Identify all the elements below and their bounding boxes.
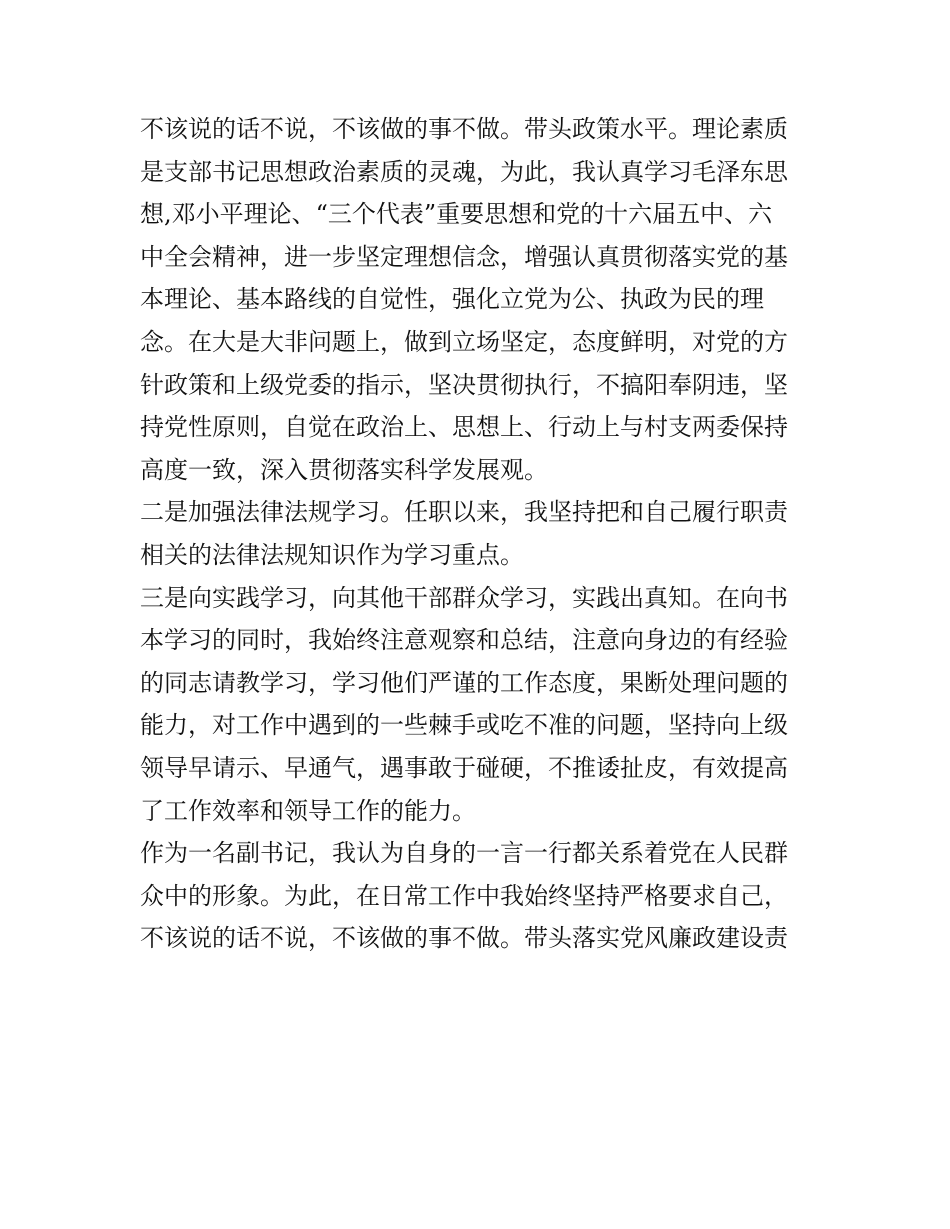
text-line: 三是向实践学习，向其他干部群众学习，实践出真知。在向书: [140, 583, 788, 612]
text-line: 能力，对工作中遇到的一些棘手或吃不准的问题，坚持向上级: [140, 711, 788, 740]
text-line: 不该说的话不说，不该做的事不做。带头落实党风廉政建设责: [140, 924, 788, 953]
text-line: 了工作效率和领导工作的能力。: [140, 796, 476, 825]
text-line: 针政策和上级党委的指示，坚决贯彻执行，不搞阳奉阴违，坚: [140, 370, 788, 399]
text-line: 本理论、基本路线的自觉性，强化立党为公、执政为民的理: [140, 285, 764, 314]
text-line: 相关的法律法规知识作为学习重点。: [140, 540, 524, 569]
text-line: 领导早请示、早通气，遇事敢于碰硬，不推诿扯皮，有效提高: [140, 753, 788, 782]
text-line: 二是加强法律法规学习。任职以来，我坚持把和自己履行职责: [140, 498, 788, 527]
text-line: 持党性原则，自觉在政治上、思想上、行动上与村支两委保持: [140, 413, 788, 442]
text-line: 不该说的话不说，不该做的事不做。带头政策水平。理论素质: [140, 115, 788, 143]
text-line: 是支部书记思想政治素质的灵魂，为此，我认真学习毛泽东思: [140, 157, 788, 186]
body-text: [140, 108, 820, 960]
text-line: 高度一致，深入贯彻落实科学发展观。: [140, 455, 548, 484]
text-line: 众中的形象。为此，在日常工作中我始终坚持严格要求自己，: [140, 881, 788, 910]
text-line: 本学习的同时，我始终注意观察和总结，注意向身边的有经验: [140, 626, 788, 655]
text-line: 的同志请教学习，学习他们严谨的工作态度，果断处理问题的: [140, 668, 788, 697]
text-line: 念。在大是大非问题上，做到立场坚定，态度鲜明，对党的方: [140, 327, 788, 356]
text-line: 作为一名副书记，我认为自身的一言一行都关系着党在人民群: [140, 839, 788, 868]
text-line: 中全会精神，进一步坚定理想信念，增强认真贯彻落实党的基: [140, 242, 788, 271]
text-line: 想,邓小平理论、“三个代表”重要思想和党的十六届五中、六: [140, 200, 773, 229]
